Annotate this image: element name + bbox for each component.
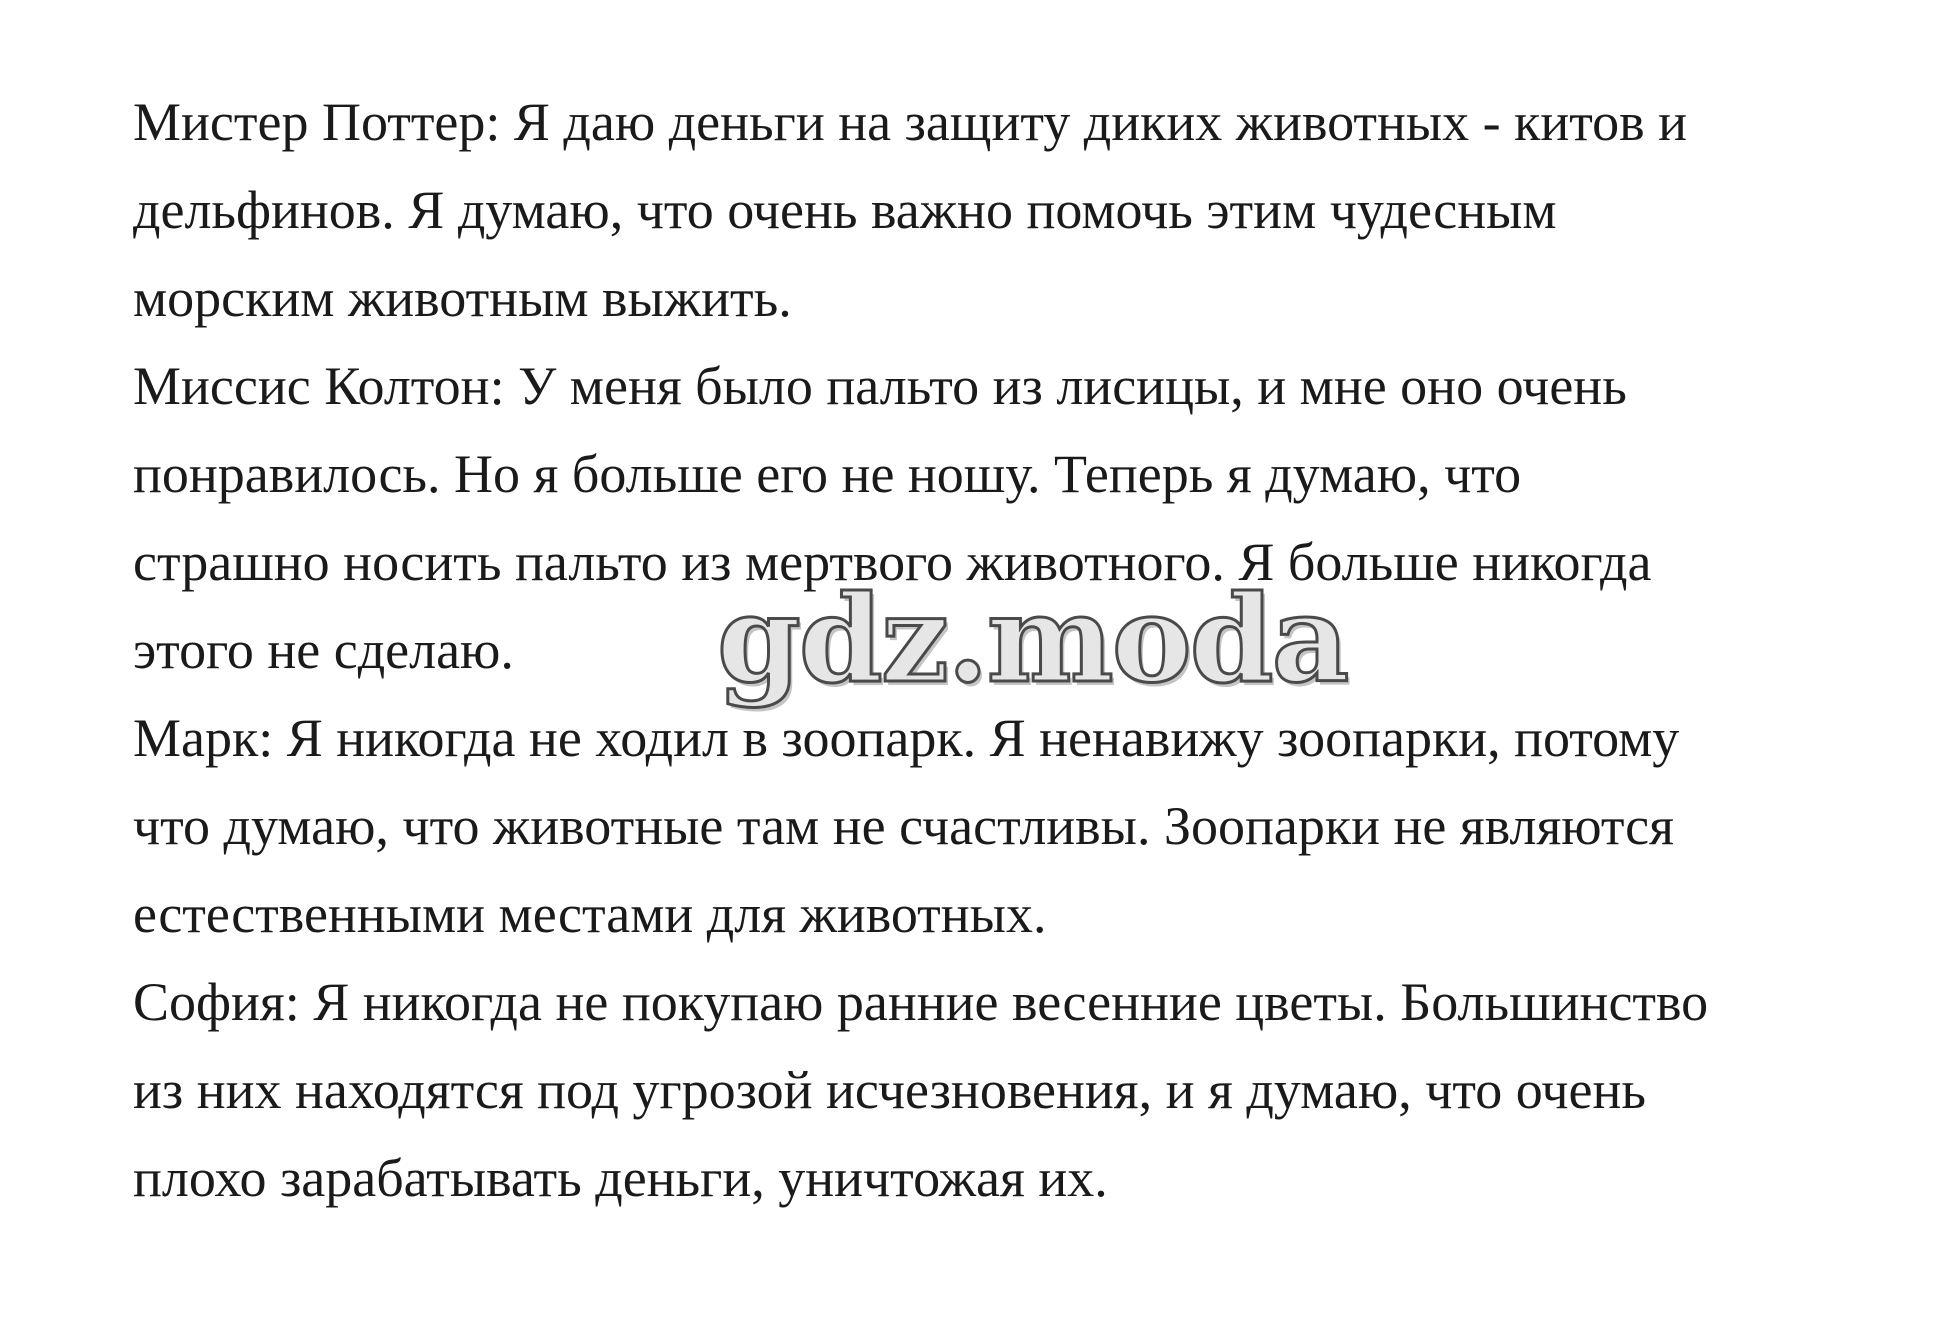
text-line: что думаю, что животные там не счастливы. Зоопарки не являются [133, 796, 1674, 856]
text-line: Миссис Колтон: У меня было пальто из лисицы, и мне оно очень [133, 356, 1627, 416]
text-line: Мистер Поттер: Я даю деньги на защиту диких животных - китов и [133, 92, 1688, 152]
watermark-logo: gdz.moda [717, 569, 1348, 710]
text-line: Марк: Я никогда не ходил в зоопарк. Я ненавижу зоопарки, потому [133, 708, 1680, 768]
text-line: морским животным выжить. [133, 268, 792, 328]
text-line: естественными местами для животных. [133, 884, 1047, 944]
text-line: этого не сделаю. [133, 620, 514, 680]
text-line: София: Я никогда не покупаю ранние весенние цветы. Большинство [133, 972, 1709, 1032]
text-line: плохо зарабатывать деньги, уничтожая их. [133, 1148, 1108, 1208]
text-line: из них находятся под угрозой исчезновения, и я думаю, что очень [133, 1060, 1647, 1120]
text-line: дельфинов. Я думаю, что очень важно помочь этим чудесным [133, 180, 1557, 240]
text-line: страшно носить пальто из мертвого животного. Я больше никогда [133, 532, 1652, 592]
text-line: понравилось. Но я больше его не ношу. Теперь я думаю, что [133, 444, 1522, 504]
document-text [133, 78, 1893, 1222]
